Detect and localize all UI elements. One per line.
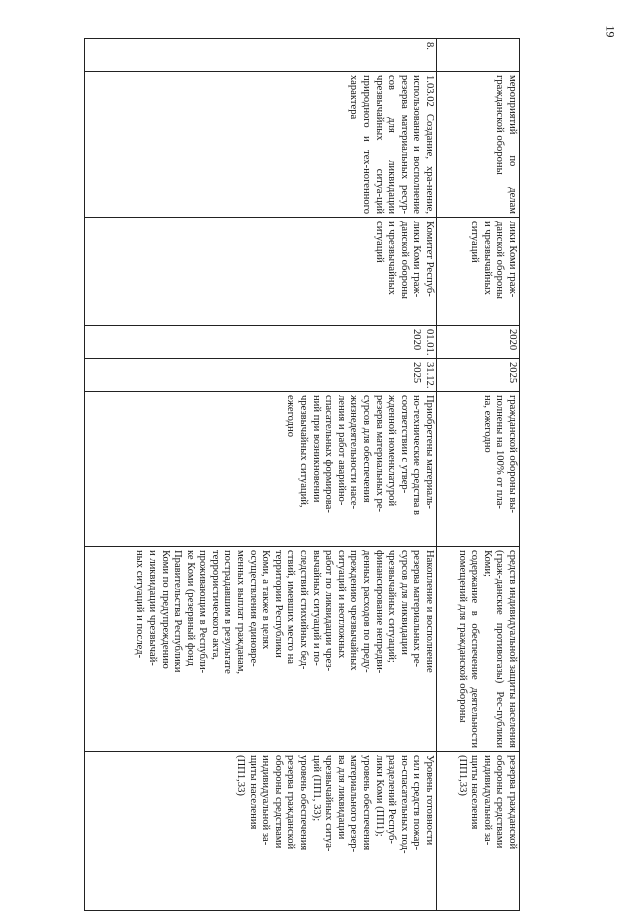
program-table: [84, 38, 520, 911]
cell-end-date: 31.12. 2025: [85, 359, 437, 392]
cell-activities: средств индивидуальной защиты населения (граж-данские противогазы) Рес-публики Коми; содержание в обеспечение деятельности помещений для гражданской обороны: [437, 547, 520, 752]
table-row-continuation: [437, 39, 520, 911]
cell-num-empty: [437, 39, 520, 72]
cell-end-year: 2025: [437, 359, 520, 392]
table-row-8: [85, 39, 437, 911]
cell-responsible: Комитет Респуб- лики Коми граж- данской обороны и чрезвычайных ситуаций: [85, 218, 437, 326]
cell-indicators: резерва гражданской обороны средствами индивидуальной за- щиты населения (ПП1,33): [437, 752, 520, 911]
page-number: 19: [603, 25, 618, 38]
cell-measure-name: мероприятий по делам гражданской обороны: [437, 72, 520, 218]
cell-measure-name: 1.03.02 Создание, хра-нение, использование и восполнение резерва материальных ресур-сов для ликвидации чрезвычайных ситуа-ций природного и тех-ногенного характера: [85, 72, 437, 218]
cell-activities: Накопление и восполнение резерва материальных ре- сурсов для ликвидации чрезвычайных ситуаций; финансирование непредви- денных расходов по преду- преждению чрезвычайных ситуаций и неотложных работ по ликвидации чрез- вычайных ситуаций и по- следствий стихийных бед- ствий, имевших место на территории Республики Коми, а также в целях осуществления единовре- менных выплат гражданам, пострадавшим в результате террористического акта, проживающим в Республи- ке Коми (резервный фонд Правительства Республики Коми по предупреждению и ликвидации чрезвычай- ных ситуаций и послед-: [85, 547, 437, 752]
cell-responsible: лики Коми граж- данской обороны и чрезвычайных ситуаций: [437, 218, 520, 326]
cell-result: гражданской обороны вы- полнены на 100% от пла- на, ежегодно: [437, 392, 520, 547]
cell-start-date: 01.01. 2020: [85, 326, 437, 359]
rotated-table-wrapper: [84, 38, 520, 854]
cell-result: Приобретены материаль- но-технические средства в соответствии с утвер- жденной номенклатурой резерва материальных ре- сурсов для обеспечения жизнедеятельности насе- ления и работ аварийно- спасательных формирова- ний при возникновении чрезвычайных ситуаций, ежегодно: [85, 392, 437, 547]
cell-row-number: 8.: [85, 39, 437, 72]
cell-start-year: 2020: [437, 326, 520, 359]
cell-indicators: Уровень готовности сил и средств пожар- но-спасательных под- разделений Респуб- лики Коми (ПП1); уровень обеспечения материального резер- ва для ликвидации чрезвычайных ситуа- ций (ПП1, 33); уровень обеспечения резерва гражданской обороны средствами индивидуальной за- щиты населения (ПП1,33): [85, 752, 437, 911]
